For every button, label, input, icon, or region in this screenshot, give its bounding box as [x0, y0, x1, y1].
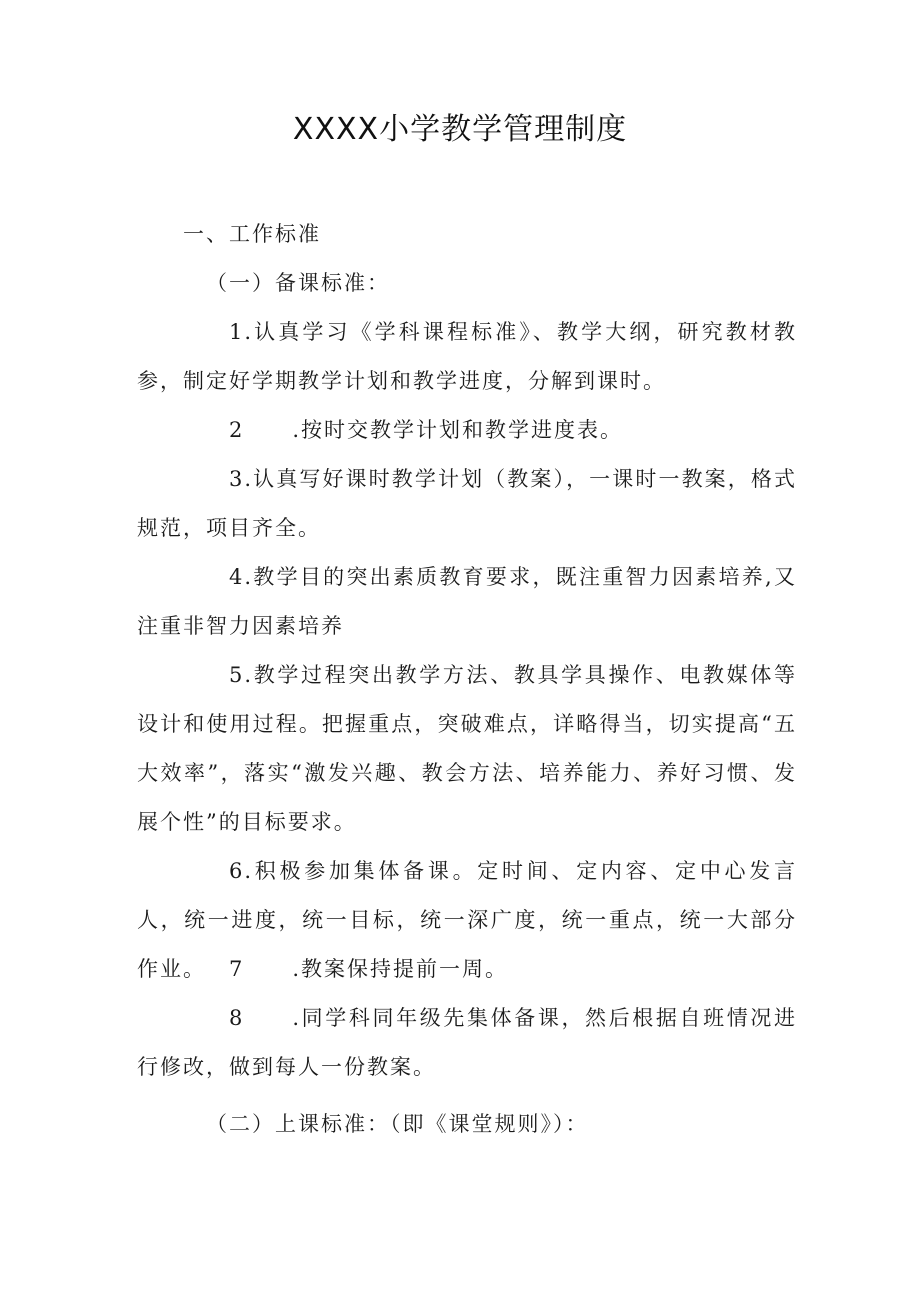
list-item: [137, 455, 797, 553]
subsection-heading: （二）上课标准：（即《课堂规则》）：: [206, 1112, 589, 1136]
list-item: [137, 651, 797, 847]
list-item: [137, 994, 797, 1092]
item-number: 2: [229, 418, 245, 442]
item-number: 1: [229, 320, 245, 344]
item-text: .教学过程突出教学方法、教具学具操作、电教媒体等设计和使用过程。把握重点，突破难点，详略得当，切实提高“五大效率”，落实“激发兴趣、教会方法、培养能力、养好习惯、发展个性”的目标要求。: [137, 663, 797, 834]
item-text: .教学目的突出素质教育要求，既注重智力因素培养,又注重非智力因素培养: [137, 565, 797, 638]
item-number: 8: [229, 1006, 245, 1030]
subsection-heading: （一）备课标准：: [206, 271, 390, 295]
section-heading: 一、工作标准: [183, 222, 321, 246]
item-text: .认真写好课时教学计划（教案），一课时一教案，格式规范，项目齐全。: [137, 467, 797, 540]
list-item: [137, 406, 797, 455]
document-title: XXXX小学教学管理制度: [292, 112, 628, 147]
list-item: [137, 308, 797, 406]
item-text: .同学科同年级先集体备课，然后根据自班情况进行修改，做到每人一份教案。: [137, 1006, 797, 1079]
item-text: .按时交教学计划和教学进度表。: [292, 418, 624, 442]
item-number: 3: [229, 467, 245, 491]
list-item: [137, 553, 797, 651]
item-text: .认真学习《学科课程标准》、教学大纲，研究教材教参，制定好学期教学计划和教学进度，分解到课时。: [137, 320, 797, 393]
item-number: 4: [229, 565, 245, 589]
item-text: .积极参加集体备课。定时间、定内容、定中心发言人，统一进度，统一目标，统一深广度，统一重点，统一大部分作业。: [137, 859, 797, 981]
item-text: .教案保持提前一周。: [292, 957, 509, 981]
item-number: 7: [229, 957, 245, 981]
list-item: [137, 945, 797, 994]
item-number: 6: [229, 859, 245, 883]
item-number: 5: [229, 663, 245, 687]
